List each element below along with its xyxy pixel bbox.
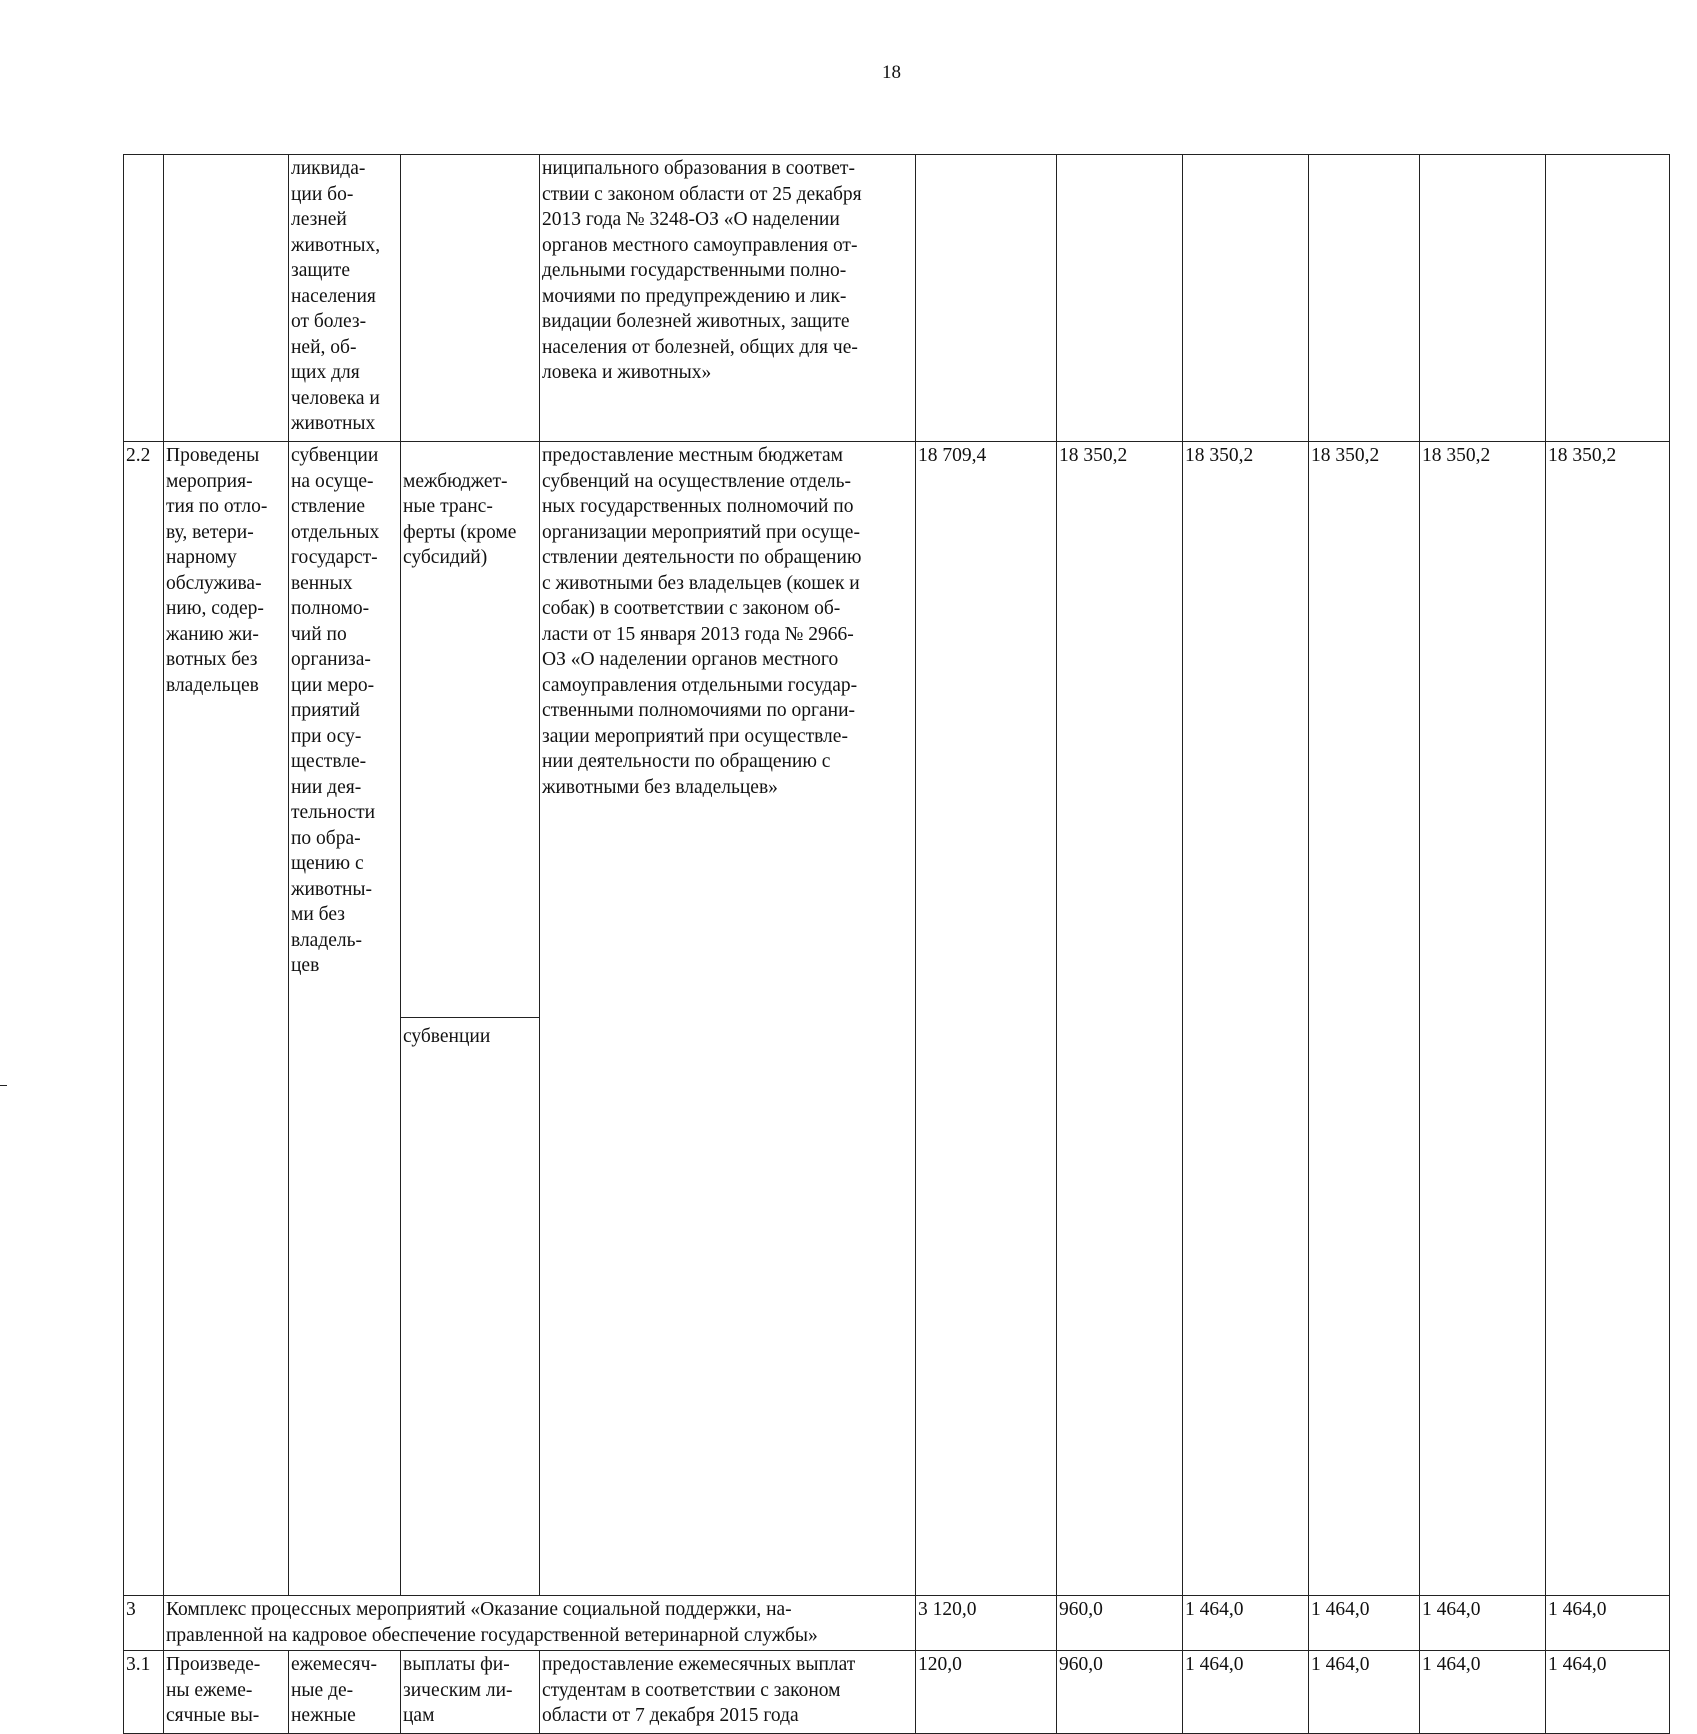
- table-row: [124, 155, 1670, 442]
- cell-value: 18 350,2: [1183, 442, 1309, 1596]
- cell-type: выплаты фи- зическим ли- цам: [401, 1651, 540, 1734]
- cell-value: [1183, 155, 1309, 442]
- cell-complex-name: Комплекс процессных мероприятий «Оказание социальной поддержки, на- правленной на кадровое обеспечение государственной ветеринарной службы»: [164, 1596, 916, 1651]
- cell-description: ниципального образования в соответ- ствии с законом области от 25 декабря 2013 года № 3248-ОЗ «О наделении органов местного самоуправления от- дельными государственными полно- мочиями по предупреждению и лик- видации болезней животных, защите населения от болезней, общих для че- ловека и животных»: [540, 155, 916, 442]
- cell-value: 1 464,0: [1309, 1596, 1420, 1651]
- cell-value: [916, 155, 1057, 442]
- cell-value: 120,0: [916, 1651, 1057, 1734]
- cell-value: [1546, 155, 1670, 442]
- budget-table: [123, 154, 1670, 1734]
- margin-mark: [0, 1085, 7, 1086]
- cell-value: 1 464,0: [1183, 1596, 1309, 1651]
- cell-value: 1 464,0: [1420, 1651, 1546, 1734]
- cell-value: 3 120,0: [916, 1596, 1057, 1651]
- cell-value: 1 464,0: [1183, 1651, 1309, 1734]
- cell-value: 18 350,2: [1309, 442, 1420, 1596]
- cell-value: [1309, 155, 1420, 442]
- cell-value: 1 464,0: [1546, 1596, 1670, 1651]
- cell-value: [1057, 155, 1183, 442]
- type-subtable: [401, 468, 539, 1570]
- cell-value: 18 350,2: [1420, 442, 1546, 1596]
- cell-type: [401, 442, 540, 1596]
- cell-value: 960,0: [1057, 1651, 1183, 1734]
- cell-value: 18 350,2: [1057, 442, 1183, 1596]
- cell-value: [1420, 155, 1546, 442]
- cell-value: 18 709,4: [916, 442, 1057, 1596]
- cell-name: [164, 155, 289, 442]
- cell-type: [401, 155, 540, 442]
- type-bottom: субвенции: [401, 1017, 539, 1570]
- cell-description: предоставление местным бюджетам субвенций на осуществление отдель- ных государственных полномочий по организации мероприятий при осуще- ствлении деятельности по обращению с животными без владельцев (кошек и собак) в соответствии с законом об- ласти от 15 января 2013 года № 2966- ОЗ «О наделении органов местного самоуправления отдельными государ- ственными полномочиями по органи- зации мероприятий при осуществле- нии деятельности по обращению с животными без владельцев»: [540, 442, 916, 1596]
- page-number: 18: [882, 62, 901, 83]
- cell-name: Проведены мероприя- тия по отло- ву, ветери- нарному обслужива- нию, содер- жанию жи- вотных без владельцев: [164, 442, 289, 1596]
- cell-value: 1 464,0: [1309, 1651, 1420, 1734]
- cell-num: 2.2: [124, 442, 164, 1596]
- cell-value: 1 464,0: [1420, 1596, 1546, 1651]
- cell-value: 18 350,2: [1546, 442, 1670, 1596]
- cell-description: предоставление ежемесячных выплат студентам в соответствии с законом области от 7 декабря 2015 года: [540, 1651, 916, 1734]
- table-row: [124, 1651, 1670, 1734]
- cell-num: 3: [124, 1596, 164, 1651]
- cell-purpose: ежемесяч- ные де- нежные: [289, 1651, 401, 1734]
- cell-purpose: ликвида- ции бо- лезней животных, защите населения от болез- ней, об- щих для человека и животных: [289, 155, 401, 442]
- table-row: [124, 1596, 1670, 1651]
- cell-value: 960,0: [1057, 1596, 1183, 1651]
- cell-num: 3.1: [124, 1651, 164, 1734]
- type-top: межбюджет- ные транс- ферты (кроме субсидий): [403, 470, 517, 568]
- cell-num: [124, 155, 164, 442]
- cell-purpose: субвенции на осуще- ствление отдельных государст- венных полномо- чий по организа- ции меро- приятий при осу- ществле- нии дея- тельности по обра- щению с животны- ми без владель- цев: [289, 442, 401, 1596]
- cell-name: Произведе- ны ежеме- сячные вы-: [164, 1651, 289, 1734]
- table-row: [124, 442, 1670, 1596]
- cell-value: 1 464,0: [1546, 1651, 1670, 1734]
